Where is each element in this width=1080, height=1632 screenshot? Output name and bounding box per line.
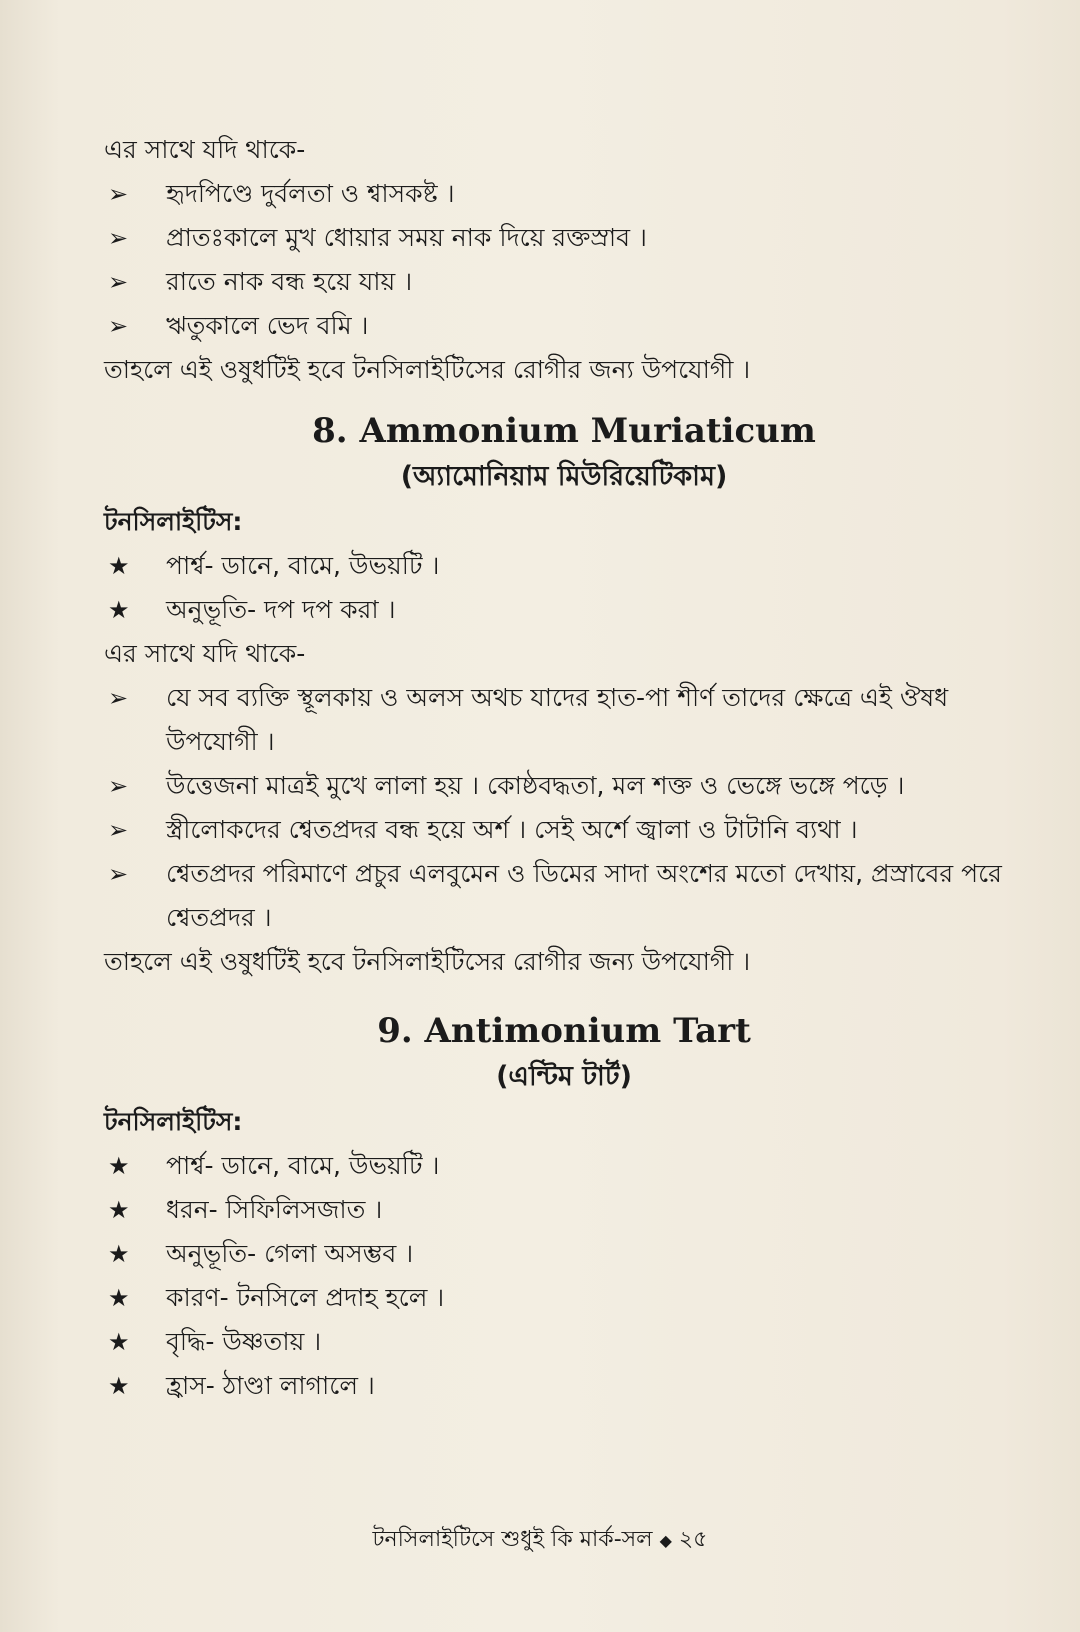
- arrow-bullet-icon: ➢: [108, 268, 129, 296]
- intro-item: ➢ ঋতুকালে ভেদ বমি ।: [104, 304, 1024, 348]
- section8-arrow-item: ➢ শ্বেতপ্রদর পরিমাণে প্রচুর এলবুমেন ও ডিমের সাদা অংশের মতো দেখায়, প্রস্রাবের পরে শ্বেতপ্রদর ।: [104, 852, 1024, 940]
- section9-star-item: ★ কারণ- টনসিলে প্রদাহ হলে ।: [104, 1276, 1024, 1320]
- section9-star-item: ★ হ্রাস- ঠাণ্ডা লাগালে ।: [104, 1364, 1024, 1408]
- section9-star-item: ★ অনুভূতি- গেলা অসম্ভব ।: [104, 1232, 1024, 1276]
- arrow-bullet-icon: ➢: [108, 180, 129, 208]
- section9-label: টনসিলাইটিস:: [104, 1107, 243, 1136]
- arrow-bullet-icon: ➢: [108, 860, 129, 888]
- section8-arrow-item: ➢ উত্তেজনা মাত্রই মুখে লালা হয় । কোষ্ঠবদ্ধতা, মল শক্ত ও ভেঙ্গে ভঙ্গে পড়ে ।: [104, 764, 1024, 808]
- arrow-bullet-icon: ➢: [108, 312, 129, 340]
- intro-item: ➢ হৃদপিণ্ডে দুর্বলতা ও শ্বাসকষ্ট ।: [104, 172, 1024, 216]
- section9-title: 9. Antimonium Tart: [377, 1011, 751, 1051]
- arrow-bullet-icon: ➢: [108, 224, 129, 252]
- section9-star-item: ★ বৃদ্ধি- উষ্ণতায় ।: [104, 1320, 1024, 1364]
- page-content: [104, 128, 1024, 1408]
- intro-label: এর সাথে যদি থাকে-: [104, 135, 306, 164]
- section9-star-item: ★ ধরন- সিফিলিসজাত ।: [104, 1188, 1024, 1232]
- arrow-bullet-icon: ➢: [108, 684, 129, 712]
- section8-label: টনসিলাইটিস:: [104, 507, 243, 536]
- page-footer: [0, 1522, 1080, 1559]
- intro-conclusion: তাহলে এই ওষুধটিই হবে টনসিলাইটিসের রোগীর জন্য উপযোগী ।: [104, 355, 751, 384]
- section8-title: 8. Ammonium Muriaticum: [312, 411, 816, 451]
- star-bullet-icon: ★: [108, 552, 130, 580]
- section8-arrow-item: ➢ যে সব ব্যক্তি স্থূলকায় ও অলস অথচ যাদের হাত-পা শীর্ণ তাদের ক্ষেত্রে এই ঔষধ উপযোগী ।: [104, 676, 1024, 764]
- arrow-bullet-icon: ➢: [108, 816, 129, 844]
- star-bullet-icon: ★: [108, 1240, 130, 1268]
- star-bullet-icon: ★: [108, 596, 130, 624]
- section8-arrow-item: ➢ স্ত্রীলোকদের শ্বেতপ্রদর বন্ধ হয়ে অর্শ । সেই অর্শে জ্বালা ও টাটানি ব্যথা ।: [104, 808, 1024, 852]
- star-bullet-icon: ★: [108, 1152, 130, 1180]
- section8-star-item: ★ অনুভূতি- দপ দপ করা ।: [104, 588, 1024, 632]
- intro-item: ➢ প্রাতঃকালে মুখ ধোয়ার সময় নাক দিয়ে রক্তস্রাব ।: [104, 216, 1024, 260]
- section8-star-item: ★ পার্শ্ব- ডানে, বামে, উভয়টি ।: [104, 544, 1024, 588]
- arrow-bullet-icon: ➢: [108, 772, 129, 800]
- footer-title: টনসিলাইটিসে শুধুই কি মার্ক-সল: [372, 1527, 653, 1552]
- intro-item: ➢ রাতে নাক বন্ধ হয়ে যায় ।: [104, 260, 1024, 304]
- section9-subtitle: (এন্টিম টার্ট): [496, 1061, 632, 1092]
- section8-with-label: এর সাথে যদি থাকে-: [104, 639, 306, 668]
- star-bullet-icon: ★: [108, 1284, 130, 1312]
- section9-star-item: ★ পার্শ্ব- ডানে, বামে, উভয়টি ।: [104, 1144, 1024, 1188]
- star-bullet-icon: ★: [108, 1372, 130, 1400]
- page-number: ২৫: [678, 1527, 708, 1552]
- star-bullet-icon: ★: [108, 1328, 130, 1356]
- diamond-icon: ◆: [659, 1531, 672, 1550]
- section8-conclusion: তাহলে এই ওষুধটিই হবে টনসিলাইটিসের রোগীর জন্য উপযোগী ।: [104, 947, 751, 976]
- star-bullet-icon: ★: [108, 1196, 130, 1224]
- section8-subtitle: (অ্যামোনিয়াম মিউরিয়েটিকাম): [400, 461, 728, 492]
